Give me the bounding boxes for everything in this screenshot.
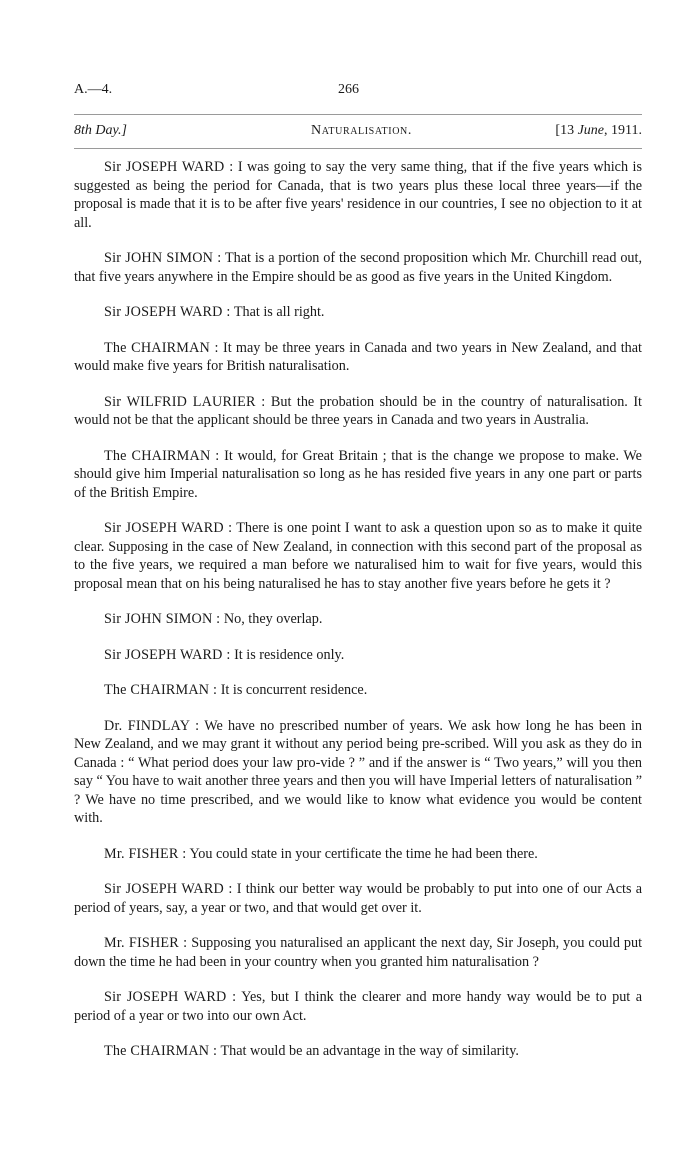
- speech-text: It is concurrent residence.: [220, 682, 368, 698]
- speaker-name: Sir JOSEPH WARD :: [104, 159, 234, 175]
- sitting-date: [555, 123, 642, 139]
- speech-paragraph: [74, 303, 642, 322]
- speech-paragraph: [74, 934, 642, 971]
- speaker-name: Sir JOSEPH WARD :: [104, 520, 233, 536]
- speaker-name: Mr. FISHER :: [104, 935, 188, 951]
- section-title: Naturalisation.: [311, 123, 412, 138]
- speaker-name: Sir JOSEPH WARD :: [104, 989, 237, 1005]
- speaker-name: The CHAIRMAN :: [104, 339, 219, 356]
- speaker-name: Sir WILFRID LAURIER :: [104, 393, 266, 410]
- speech-text: I think our better way would be probably to put into one of our Acts a period of years, say, a year or two, and that would get over it.: [74, 881, 643, 916]
- speech-text: But the probation should be in the country of naturalisation. It would not be that the applicant should be three years in Canada and two years in Australia.: [74, 393, 642, 428]
- speaker-name: Mr. FISHER :: [104, 845, 187, 862]
- transcript-body: [74, 158, 642, 1078]
- speech-paragraph: [74, 339, 642, 376]
- speech-paragraph: [74, 519, 642, 593]
- page-number: 266: [338, 82, 359, 97]
- speech-paragraph: [74, 249, 642, 286]
- speaker-name: Sir JOHN SIMON :: [104, 611, 221, 627]
- speech-paragraph: [74, 646, 642, 665]
- sitting-day: 8th Day.]: [74, 123, 127, 138]
- speech-text: Supposing you naturalised an applicant the next day, Sir Joseph, you could put down the time he had been in your country when you granted him naturalisation ?: [74, 935, 643, 970]
- speech-paragraph: [74, 158, 642, 232]
- header-rule-top: [74, 114, 642, 115]
- speech-text: It would, for Great Britain ; that is the change we propose to make. We should give him Imperial naturalisation so long as he has resided five years in any one part or parts of the British Empire.: [74, 447, 642, 501]
- speech-text: That is a portion of the second proposition which Mr. Churchill read out, that five years anywhere in the Empire should be as good as five years in the United Kingdom.: [74, 250, 642, 285]
- speech-text: I was going to say the very same thing, that if the five years which is suggested as being the period for Canada, that is two years plus these local three years—if the proposal is made that it is to be after five years' residence in our countries, I see no objection to it at all.: [74, 159, 643, 231]
- speech-paragraph: [74, 447, 642, 503]
- speaker-name: The CHAIRMAN :: [104, 1043, 218, 1059]
- speech-text: It is residence only.: [234, 646, 345, 663]
- speech-paragraph: [74, 1042, 642, 1061]
- speech-paragraph: [74, 610, 642, 629]
- date-month: June: [577, 123, 605, 138]
- speech-text: There is one point I want to ask a question upon so as to make it quite clear. Supposing in the case of New Zealand, in connection with this second part of the proposal as to the five years, we required a man before we naturalised him to wait for five years, would this proposal mean that on his being naturalised he has to stay another five years before he gets it ?: [74, 520, 643, 592]
- speaker-name: Sir JOSEPH WARD :: [104, 881, 233, 897]
- speech-paragraph: [74, 880, 642, 917]
- speech-paragraph: [74, 988, 642, 1025]
- speaker-name: The CHAIRMAN :: [104, 447, 220, 464]
- speech-paragraph: [74, 393, 642, 430]
- speaker-name: Sir JOSEPH WARD :: [104, 646, 231, 663]
- speech-paragraph: [74, 681, 642, 700]
- speaker-name: Sir JOHN SIMON :: [104, 250, 222, 266]
- top-line: [74, 82, 642, 100]
- speaker-name: Dr. FINDLAY :: [104, 717, 200, 734]
- speech-text: That is all right.: [233, 304, 325, 320]
- speech-text: You could state in your certificate the time he had been there.: [189, 845, 538, 862]
- speech-text: No, they overlap.: [223, 611, 323, 627]
- header-rule-bottom: [74, 148, 642, 149]
- speech-text: It may be three years in Canada and two years in New Zealand, and that would make five years for British naturalisation.: [74, 339, 643, 374]
- date-open: [13: [555, 123, 578, 138]
- speech-paragraph: [74, 845, 642, 864]
- running-head: [74, 123, 642, 141]
- series-code: A.—4.: [74, 82, 113, 97]
- speech-text: We have no prescribed number of years. We ask how long he has been in New Zealand, and we may grant it without any period being pre-scribed. Will you ask as they do in Canada : “ What period does your law pro-vide ? ” and if the answer is “ Two years,” will you then say “ You have to wait another three years and then you will have Imperial letters of naturalisation ” ? We have no time prescribed, and we would like to know what evidence you would be content with.: [74, 717, 642, 826]
- speaker-name: Sir JOSEPH WARD :: [104, 304, 231, 320]
- speech-text: That would be an advantage in the way of similarity.: [220, 1043, 519, 1059]
- date-year: , 1911.: [604, 123, 642, 138]
- speaker-name: The CHAIRMAN :: [104, 682, 218, 698]
- speech-text: Yes, but I think the clearer and more handy way would be to put a period of a year or two into our own Act.: [74, 989, 642, 1024]
- speech-paragraph: [74, 717, 642, 828]
